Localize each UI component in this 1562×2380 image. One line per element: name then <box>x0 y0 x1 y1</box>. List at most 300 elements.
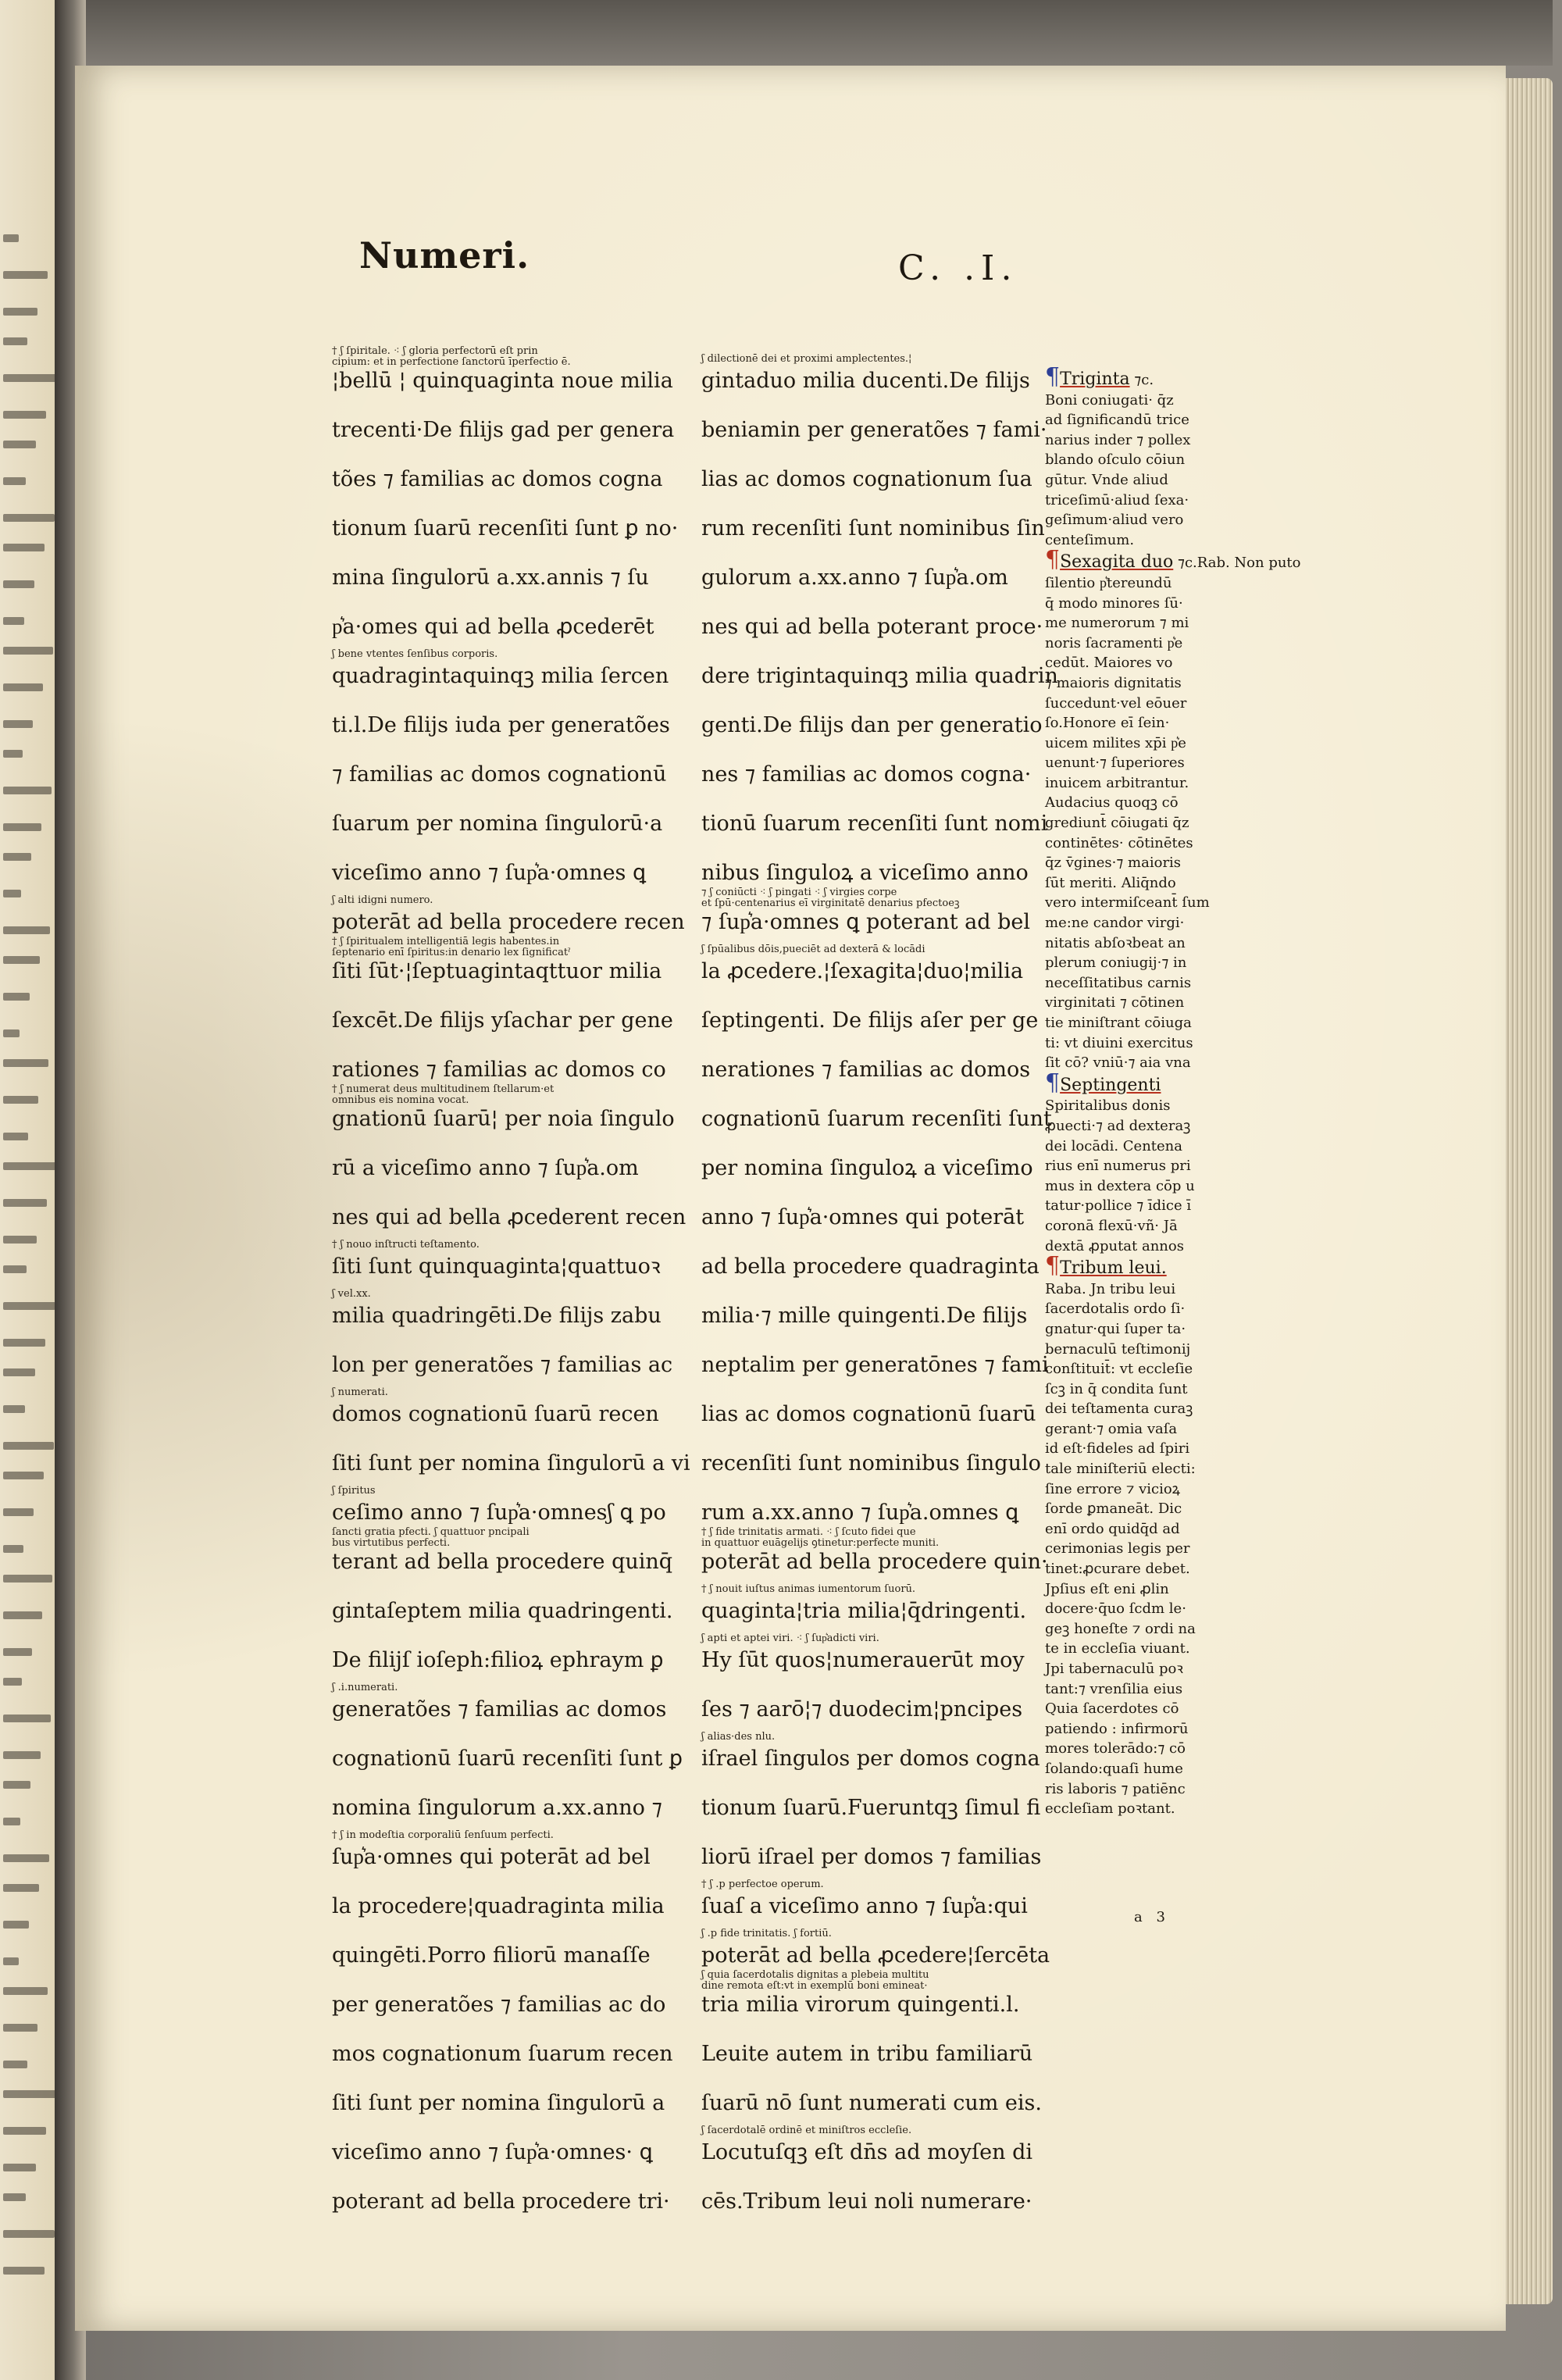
text-line <box>701 1037 1031 1086</box>
commentary-lemma-line: ¶Sexagita duo ⁊c.Rab. Non puto <box>1045 546 1301 574</box>
commentary-line: ⁊ maioris dignitatis <box>1045 674 1182 691</box>
main-text: cognationū ſuarum recenſiti ſunt <box>701 1107 1052 1131</box>
main-text: ſeptingenti. De filijs aſer per ge <box>701 1008 1039 1033</box>
facing-page-text-fragment <box>3 1405 25 1413</box>
interlinear-gloss <box>332 1289 371 1300</box>
main-text: nibus ſinguloꝝ a viceſimo anno <box>701 861 1029 885</box>
interlinear-gloss <box>332 1084 554 1106</box>
facing-page-text-fragment <box>3 1059 48 1067</box>
main-text: ſiti ſunt quinquaginta¦quattuoꝛ <box>332 1254 661 1279</box>
text-line <box>332 1479 666 1529</box>
facing-page-text-fragment <box>3 477 26 485</box>
facing-page-text-fragment <box>3 580 34 588</box>
text-line <box>701 1627 1025 1676</box>
text-line <box>332 397 675 446</box>
main-text: ad bella procedere quadraginta <box>701 1254 1040 1279</box>
main-text: rum recenſiti ſunt nominibus ſin <box>701 516 1045 541</box>
text-line <box>701 1922 1050 1971</box>
facing-page-text-fragment <box>3 1884 39 1892</box>
gloss-text: ſeptenario enī ſpiritus:in denario lex ſignificatˀ <box>332 947 571 958</box>
facing-page-text-fragment <box>3 2193 26 2201</box>
commentary-line: mus in dextera cōp u <box>1045 1177 1195 1194</box>
text-line <box>332 1381 659 1430</box>
gloss-text: in quattuor euāgelijs ꝯtinetur:perfecte muniti. <box>701 1537 940 1549</box>
paraph-icon: ¶ <box>1045 1069 1061 1097</box>
text-line <box>701 1086 1052 1135</box>
commentary-line: vero intermiſceant̄ ſum <box>1045 894 1210 912</box>
facing-page-text-fragment <box>3 1921 29 1929</box>
facing-page-text-fragment <box>3 683 43 691</box>
commentary-line: Jpſius eſt eni ꝓlin <box>1045 1580 1169 1597</box>
text-line <box>332 790 663 840</box>
text-line <box>701 1135 1033 1184</box>
facing-page-text-fragment <box>3 374 56 382</box>
interlinear-gloss <box>701 944 925 955</box>
commentary-line: uenunt·⁊ ſuperiores <box>1045 755 1185 772</box>
main-text: poterāt ad bella procedere recen <box>332 910 685 934</box>
text-line <box>701 887 1031 938</box>
text-line <box>332 1725 683 1775</box>
interlinear-gloss <box>332 1830 554 1841</box>
commentary-line: Raba. Jn tribu leui <box>1045 1280 1176 1297</box>
text-line <box>701 1479 1019 1529</box>
text-line <box>701 594 1043 643</box>
commentary-line: conſtituit̄: vt eccleſie <box>1045 1361 1193 1378</box>
main-text: ti.l.De filijs iuda per generatões <box>332 713 670 737</box>
main-text: Hy ſūt quos¦numerauerūt moy <box>701 1648 1025 1672</box>
text-line <box>701 1381 1036 1430</box>
main-text: tionum ſuarū.Fueruntqꝫ ſimul fi <box>701 1796 1041 1820</box>
gloss-text: † ʃ ſpiritale. ⁖ ʃ gloria perfectorū eſt prin <box>332 345 538 357</box>
text-line <box>332 1578 673 1627</box>
gloss-text: ⁊ ʃ coniūcti ⁖ ʃ pingati ⁖ ʃ virgies corpe <box>701 887 897 898</box>
text-line <box>332 1233 661 1283</box>
text-line <box>701 1526 1048 1578</box>
facing-page-text-fragment <box>3 956 40 964</box>
commentary-lemma: Septingenti <box>1060 1075 1161 1095</box>
commentary-line: bernaculū teſtimonij <box>1045 1340 1191 1358</box>
main-text: nes ⁊ familias ac domos cogna· <box>701 762 1032 787</box>
facing-page-text-fragment <box>3 853 31 861</box>
commentary-line: Spiritalibus donis <box>1045 1097 1171 1115</box>
facing-page-text-fragment <box>3 2164 36 2171</box>
commentary-line: ſine errore ⁊ vicioꝝ <box>1045 1480 1181 1497</box>
interlinear-gloss <box>332 937 571 958</box>
text-line <box>701 1283 1028 1332</box>
gloss-text: omnibus eis nomina vocat. <box>332 1094 469 1106</box>
commentary-line: Quia ſacerdotes cō <box>1045 1700 1179 1718</box>
text-line <box>332 643 669 692</box>
text-line <box>332 1824 651 1873</box>
commentary-block <box>1045 363 1271 550</box>
facing-page-text-fragment <box>3 2061 27 2068</box>
main-text: trecenti·De filijs gad per genera <box>332 418 675 442</box>
commentary-line: tatur·pollice ⁊ īdice ī <box>1045 1197 1192 1215</box>
commentary-line: ſorde ꝑmaneāt. Dic <box>1045 1500 1182 1518</box>
main-text: milia·⁊ mille quingenti.De filijs <box>701 1304 1028 1328</box>
main-text: per generatões ⁊ familias ac do <box>332 1993 666 2017</box>
facing-page-text-fragment <box>3 1818 20 1825</box>
main-text: la procedere¦quadraginta milia <box>332 1894 665 1918</box>
commentary-line: id eſt·fideles ad ſpiri <box>1045 1440 1190 1458</box>
facing-page-text-fragment <box>3 2127 46 2135</box>
main-text: viceſimo anno ⁊ ſup͛a·omnes ꝗ <box>332 861 647 885</box>
main-text: gulorum a.xx.anno ⁊ ſup͛a.om <box>701 566 1008 590</box>
interlinear-gloss <box>332 346 571 368</box>
commentary-line: narius inder ⁊ pollex <box>1045 431 1191 448</box>
commentary-line: ſolando:quaſi hume <box>1045 1760 1183 1777</box>
text-line <box>332 1037 666 1086</box>
text-line <box>332 1430 690 1479</box>
main-text: domos cognationū ſuarū recen <box>332 1402 659 1426</box>
text-line <box>332 1135 644 1184</box>
text-line <box>701 2021 1033 2070</box>
interlinear-gloss <box>332 1682 398 1693</box>
commentary-line: eccleſiam poꝛtant. <box>1045 1800 1175 1818</box>
facing-page-text-fragment <box>3 1648 32 1656</box>
interlinear-gloss <box>332 649 497 660</box>
gloss-text: ʃ ſpūalibus dōis,pueciēt ad dexterā & locādi <box>701 944 925 955</box>
gloss-text: ʃ quia ſacerdotalis dignitas a plebeia multitu <box>701 1969 929 1981</box>
interlinear-gloss <box>701 887 960 909</box>
commentary-line: dei teſtamenta curaꝫ <box>1045 1401 1193 1418</box>
gloss-text: ʃ vel.xx. <box>332 1288 371 1300</box>
commentary-lemma: Sexagita duo <box>1060 552 1174 573</box>
text-line <box>701 397 1047 446</box>
text-line <box>701 790 1048 840</box>
gloss-text: † ʃ fide trinitatis armati. ⁖ ʃ ſcuto fidei que <box>701 1526 916 1538</box>
main-text: tionū ſuarum recenſiti ſunt nomi <box>701 812 1048 836</box>
commentary-line: ſacerdotalis ordo ſi· <box>1045 1301 1186 1318</box>
main-text: p͛a·omes qui ad bella ꝓcederēt <box>332 615 654 639</box>
facing-page-text-fragment <box>3 1472 44 1479</box>
main-text: gintaduo milia ducenti.De filijs <box>701 369 1030 393</box>
main-text: quaginta¦tria milia¦q̄dringenti. <box>701 1599 1027 1623</box>
interlinear-gloss <box>332 895 433 906</box>
commentary-line: geꝫ honeſte ⁊ ordi na <box>1045 1620 1196 1637</box>
facing-page-text-fragment <box>3 1781 30 1789</box>
text-line <box>701 1184 1025 1233</box>
text-line <box>701 643 1058 692</box>
main-text: lias ac domos cognationum ſua <box>701 467 1032 491</box>
top-shadow <box>75 0 1553 66</box>
text-line <box>701 987 1039 1037</box>
commentary-block <box>1045 1252 1271 1819</box>
main-text: Locutuſqꝫ eſt dn̄s ad moyſen di <box>701 2140 1033 2164</box>
main-text: rationes ⁊ familias ac domos co <box>332 1058 666 1082</box>
text-line <box>701 741 1032 790</box>
gloss-text: et ſpū·centenarius eī virginitatē denarius pfectoeꝫ <box>701 897 960 909</box>
main-text: genti.De filijs dan per generatio <box>701 713 1043 737</box>
commentary-line: grediunt̄ cōiugati q̄z <box>1045 815 1189 832</box>
facing-page-text-fragment <box>3 1575 52 1583</box>
main-text: poterāt ad bella procedere quin· <box>701 1550 1048 1574</box>
text-line <box>332 2070 665 2119</box>
signature-mark: a 3 <box>1134 1909 1170 1925</box>
facing-page-text-fragment <box>3 647 53 655</box>
main-text: lon per generatões ⁊ familias ac <box>332 1353 673 1377</box>
left-text-column <box>332 345 690 2218</box>
commentary-line: gerant·⁊ omia vaſa <box>1045 1420 1178 1437</box>
text-line <box>332 1775 662 1824</box>
commentary-line: ſo.Honore eī ſein· <box>1045 715 1170 732</box>
paraph-icon: ¶ <box>1045 363 1061 391</box>
gloss-text: † ʃ numerat deus multitudinem ſtellarum·et <box>332 1083 555 1095</box>
gloss-text: ʃ apti et aptei viri. ⁖ ʃ ſup͛adicti viri. <box>701 1632 879 1644</box>
commentary-line: ſūt meriti. Aliq̄ndo <box>1045 874 1176 891</box>
facing-page-text-fragment <box>3 1678 22 1686</box>
commentary-lemma-line <box>1045 1069 1271 1097</box>
text-line <box>701 692 1043 741</box>
page-fore-edge <box>1506 78 1553 2304</box>
main-text: ⁊ familias ac domos cognationū <box>332 762 667 787</box>
facing-page-text-fragment <box>3 1339 45 1347</box>
main-text: rū a viceſimo anno ⁊ ſup͛a.om <box>332 1156 639 1180</box>
commentary-line: continētes· cōtinētes <box>1045 834 1193 851</box>
text-line <box>701 495 1045 544</box>
text-line <box>701 1824 1042 1873</box>
main-text: rum a.xx.anno ⁊ ſup͛a.omnes ꝗ <box>701 1500 1019 1525</box>
main-text: ſiti ſunt per nomina ſingulorū a vi <box>332 1451 690 1475</box>
main-text: iſrael ſingulos per domos cogna <box>701 1747 1040 1771</box>
text-line <box>332 692 670 741</box>
text-line <box>701 1969 1020 2021</box>
main-text: quingēti.Porro filiorū manaſſe <box>332 1943 651 1968</box>
main-text: dere trigintaquinqꝫ milia quadrin <box>701 664 1058 688</box>
facing-page-text-fragment <box>3 2024 37 2032</box>
facing-page-text-fragment <box>3 1236 37 1244</box>
main-text: tionum ſuarū recenſiti ſunt ꝑ no· <box>332 516 679 541</box>
commentary-line: ris laboris ⁊ patiēnc <box>1045 1780 1186 1797</box>
facing-page-text-fragment <box>3 1442 54 1450</box>
commentary-line: docere·q̄uo ſcdm le· <box>1045 1600 1186 1618</box>
text-line <box>332 1627 664 1676</box>
gloss-text: † ʃ .p perfectoe operum. <box>701 1879 824 1890</box>
text-line <box>701 348 1030 397</box>
main-text: terant ad bella procedere quinq̄ <box>332 1550 673 1574</box>
main-text: ceſimo anno ⁊ ſup͛a·omnesʃ ꝗ po <box>332 1500 666 1525</box>
text-line <box>332 741 667 790</box>
running-title <box>359 234 530 277</box>
main-text: liorū iſrael per domos ⁊ familias <box>701 1845 1042 1869</box>
commentary-block <box>1045 546 1301 1072</box>
commentary-lemma: Triginta <box>1060 369 1130 389</box>
commentary-line: ad ſignificandū trice <box>1045 412 1189 429</box>
interlinear-gloss <box>701 1879 824 1890</box>
commentary-line: ꝓuecti·⁊ ad dexteraꝫ <box>1045 1117 1191 1134</box>
text-line <box>332 2021 673 2070</box>
interlinear-gloss <box>332 1387 388 1398</box>
right-text-column <box>701 348 1058 2218</box>
commentary-line: neceſſitatibus carnis <box>1045 974 1192 991</box>
facing-page-text-fragment <box>3 750 23 758</box>
interlinear-gloss <box>701 1929 832 1939</box>
facing-page-text-fragment <box>3 337 27 345</box>
paraph-icon: ¶ <box>1045 546 1061 574</box>
commentary-line: inuicem arbitrantur. <box>1045 774 1189 791</box>
commentary-line: q̄ modo minores ſū· <box>1045 594 1183 612</box>
commentary-line: centeſimum. <box>1045 531 1135 548</box>
gloss-text: ʃ alti idigni numero. <box>332 894 433 906</box>
text-line <box>701 1332 1049 1381</box>
main-text: anno ⁊ ſup͛a·omnes qui poterāt <box>701 1205 1025 1229</box>
commentary-lemma: Tribum leui. <box>1060 1258 1167 1279</box>
interlinear-gloss <box>701 2125 911 2136</box>
commentary-line: geſimum·aliud vero <box>1045 512 1184 529</box>
commentary-line: te in eccleſia viuant. <box>1045 1640 1190 1657</box>
main-text: ⁊ ſup͛a·omnes ꝗ poterant ad bel <box>701 910 1031 934</box>
main-text: per nomina ſinguloꝝ a viceſimo <box>701 1156 1033 1180</box>
main-text: ſuaſ a viceſimo anno ⁊ ſup͛a:qui <box>701 1894 1028 1918</box>
commentary-line: tinet:ꝓcurare debet. <box>1045 1561 1190 1578</box>
commentary-line: gūtur. Vnde aliud <box>1045 471 1168 488</box>
commentary-line: ſit cō? vniū·⁊ aia vna <box>1045 1054 1191 1072</box>
commentary-line: Audacius quoqꝫ cō <box>1045 794 1179 812</box>
main-text: recenſiti ſunt nominibus ſingulo <box>701 1451 1041 1475</box>
facing-page-text-fragment <box>3 787 52 794</box>
facing-page-text-fragment <box>3 1545 23 1553</box>
facing-page-text-fragment <box>3 271 48 279</box>
commentary-lemma-line: ¶Triginta ⁊c. <box>1045 363 1154 391</box>
interlinear-gloss <box>701 1970 929 1992</box>
text-line <box>332 840 647 889</box>
facing-page-text-fragment <box>3 823 41 831</box>
commentary-line: ſuccedunt·vel eōuer <box>1045 694 1187 712</box>
main-text: viceſimo anno ⁊ ſup͛a·omnes· ꝗ <box>332 2140 653 2164</box>
facing-page-text-fragment <box>3 1162 57 1170</box>
commentary-line: enī ordo quidq̄d ad <box>1045 1520 1180 1537</box>
main-text: ſiti ſunt per nomina ſingulorū a <box>332 2091 665 2115</box>
facing-page-text-fragment <box>3 1751 41 1759</box>
gloss-text: ʃ .i.numerati. <box>332 1682 398 1693</box>
commentary-line: dei locādi. Centena <box>1045 1137 1183 1154</box>
text-line <box>701 938 1024 987</box>
interlinear-gloss <box>701 1527 939 1549</box>
commentary-line: noris ſacramenti p͛e <box>1045 634 1183 651</box>
facing-page-text-fragment <box>3 1368 35 1376</box>
interlinear-gloss <box>332 1240 480 1251</box>
commentary-block <box>1045 1069 1271 1256</box>
main-text: cognationū ſuarū recenſiti ſunt ꝑ <box>332 1747 683 1771</box>
gloss-text: ſancti gratia pfecti. ʃ quattuor pncipali <box>332 1526 530 1538</box>
text-line <box>701 544 1014 594</box>
text-line <box>332 889 685 938</box>
main-text: mina ſingulorū a.xx.annis ⁊ ſu <box>332 566 649 590</box>
facing-page-text-fragment <box>3 1302 55 1310</box>
commentary-line: me:ne candor virgi· <box>1045 915 1185 932</box>
main-text: milia quadringēti.De filijs zabu <box>332 1304 662 1328</box>
commentary-line: cedūt. Maiores vo <box>1045 655 1173 672</box>
interlinear-gloss <box>701 354 911 365</box>
main-text: ¦bellū ¦ quinquaginta noue milia <box>332 369 673 393</box>
main-text: beniamin per generatões ⁊ fami· <box>701 418 1047 442</box>
commentary-line: tale miniſteriū electi: <box>1045 1461 1196 1478</box>
commentary-line: patiendo : infirmorū <box>1045 1720 1189 1737</box>
main-text: lias ac domos cognationū ſuarū <box>701 1402 1036 1426</box>
facing-page-text-fragment <box>3 617 24 625</box>
facing-page-text-fragment <box>3 1199 47 1207</box>
facing-page-text-fragment <box>3 544 45 551</box>
gloss-text: dine remota eſt:vt in exemplū boni emineat· <box>701 1980 928 1992</box>
facing-page-text-fragment <box>3 926 50 934</box>
text-line <box>332 495 679 544</box>
main-text: neptalim per generatōnes ⁊ fami <box>701 1353 1049 1377</box>
text-line <box>332 594 654 643</box>
text-line <box>701 2070 1042 2119</box>
gloss-text: † ʃ ſpiritualem intelligentiā legis habentes.in <box>332 936 560 947</box>
facing-page-text-fragment <box>3 1611 42 1619</box>
gloss-text: cipium: et in perfectione ſanctorū īperfectio ē. <box>332 356 571 368</box>
commentary-line: plerum coniugij·⁊ in <box>1045 954 1187 972</box>
commentary-line: cerimonias legis per <box>1045 1540 1190 1558</box>
gloss-text: ʃ dilectionē dei et proximi amplectentes.¦ <box>701 353 912 365</box>
text-line <box>332 1283 662 1332</box>
main-text: ſes ⁊ aarō¦⁊ duodecim¦pncipes <box>701 1697 1023 1722</box>
facing-page-text-fragment <box>3 993 30 1001</box>
facing-page-text-fragment <box>3 2090 56 2098</box>
facing-page-text-fragment <box>3 1265 27 1273</box>
main-text: gintaſeptem milia quadringenti. <box>332 1599 673 1623</box>
text-line <box>701 1578 1027 1627</box>
commentary-line: coronā flexū·vñ· Jā <box>1045 1217 1178 1234</box>
commentary-line: tie miniſtrant cōiuga <box>1045 1015 1192 1031</box>
main-text: ſup͛a·omnes qui poterāt ad bel <box>332 1845 651 1869</box>
facing-page-text-fragment <box>3 2230 55 2238</box>
commentary-line: me numerorum ⁊ mi <box>1045 615 1189 632</box>
text-line <box>332 987 673 1037</box>
facing-page-text-fragment <box>3 411 46 419</box>
commentary-line: rius enī numerus pri <box>1045 1158 1191 1175</box>
text-line <box>332 1526 673 1578</box>
text-line <box>332 345 673 397</box>
text-line <box>701 446 1032 495</box>
chapter-number: C. .I. <box>898 248 1018 288</box>
gloss-text: † ʃ in modeſtia corporaliū ſenſuum perfecti. <box>332 1829 554 1841</box>
gloss-text: ʃ ſpiritus <box>332 1485 376 1497</box>
commentary-line: tant:⁊ vrenſilia eius <box>1045 1680 1183 1697</box>
text-line <box>701 1725 1040 1775</box>
facing-page-text-fragment <box>3 1133 28 1140</box>
main-text: tões ⁊ familias ac domos cogna <box>332 467 663 491</box>
commentary-line: dextā ꝓputat annos <box>1045 1237 1184 1254</box>
text-line <box>332 1332 673 1381</box>
gloss-text: ʃ ſacerdotalē ordinē et miniſtros eccleſie. <box>701 2125 912 2136</box>
running-title-text: Numeri. <box>359 234 530 277</box>
interlinear-gloss <box>701 1633 879 1644</box>
main-text: ſuarum per nomina ſingulorū·a <box>332 812 663 836</box>
interlinear-gloss <box>701 1584 915 1595</box>
text-line <box>332 1184 686 1233</box>
main-text: nes qui ad bella ꝓcederent recen <box>332 1205 686 1229</box>
text-line <box>332 1922 651 1971</box>
gloss-text: † ʃ nouo inſtructi teſtamento. <box>332 1239 480 1251</box>
text-line <box>332 2168 670 2218</box>
text-line <box>332 446 663 495</box>
commentary-lemma-line <box>1045 1252 1271 1280</box>
facing-page-text-fragment <box>3 720 33 728</box>
facing-page-text-fragment <box>3 1029 20 1037</box>
main-text: la ꝓcedere.¦ſexagita¦duo¦milia <box>701 959 1024 983</box>
text-line <box>332 1083 675 1135</box>
commentary-line: blando oſculo cōiun <box>1045 451 1186 469</box>
main-text: ſuarū nō ſunt numerati cum eis. <box>701 2091 1042 2115</box>
text-line <box>332 1676 667 1725</box>
commentary-line: Boni coniugati· q̄z <box>1045 391 1174 409</box>
paraph-icon: ¶ <box>1045 1252 1061 1280</box>
interlinear-gloss <box>701 1732 775 1743</box>
text-line <box>332 936 662 987</box>
main-text: generatões ⁊ familias ac domos <box>332 1697 667 1722</box>
